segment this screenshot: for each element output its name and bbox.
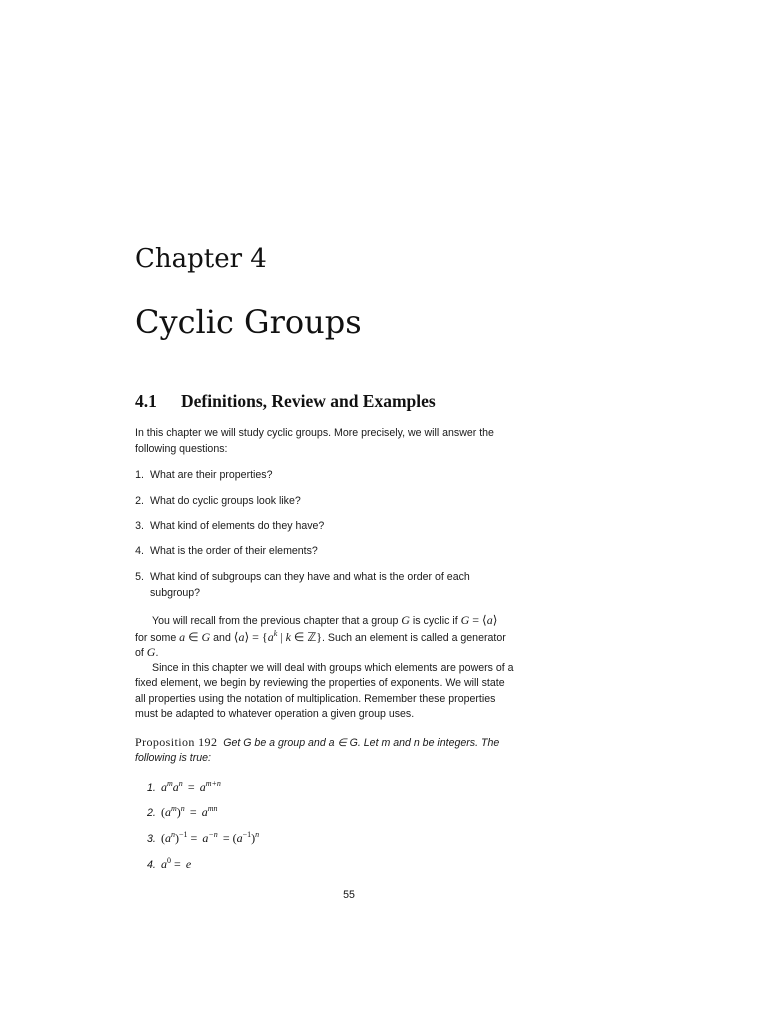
section-title: Definitions, Review and Examples: [181, 391, 436, 411]
proposition-line-2: following is true:: [135, 752, 211, 764]
intro-line-2: following questions:: [135, 443, 228, 455]
section-heading: [135, 391, 436, 412]
intro-line-1: In this chapter we will study cyclic groups. More precisely, we will answer the: [135, 427, 494, 439]
paragraph-1-line-3: of G.: [135, 645, 159, 659]
paragraph-1-line-2: for some a ∈ G and ⟨a⟩ = {$a^k$ | k ∈ ℤ}. Such an element is called a generator: [135, 629, 506, 644]
section-number: 4.1: [135, 391, 157, 411]
chapter-title: Cyclic Groups: [135, 303, 362, 341]
list-item: 1. What are their properties?: [135, 469, 273, 481]
proposition-item: 4. $a^0 = e$: [147, 856, 192, 871]
paragraph-2-line-2: fixed element, we begin by reviewing the properties of exponents. We will state: [135, 677, 505, 689]
paragraph-2-line-3: all properties using the notation of multiplication. Remember these properties: [135, 693, 496, 705]
list-item: 3. What kind of elements do they have?: [135, 520, 325, 532]
proposition-line-1: Proposition 192 Get G be a group and a ∈ G. Let m and n be integers. The: [135, 735, 500, 749]
list-item: 5. What kind of subgroups can they have and what is the order of each: [135, 571, 470, 583]
chapter-label: Chapter 4: [135, 244, 267, 274]
proposition-item: 3. $(a^n)^{-1} = a^{-n} = (a^{-1})^n$: [147, 830, 260, 845]
paragraph-2-line-4: must be adapted to whatever operation a given group uses.: [135, 708, 415, 720]
list-item: 2. What do cyclic groups look like?: [135, 495, 301, 507]
proposition-label: Proposition 192: [135, 735, 218, 749]
paragraph-2-line-1: Since in this chapter we will deal with groups which elements are powers of a: [152, 662, 514, 674]
list-item: 4. What is the order of their elements?: [135, 545, 318, 557]
list-item-continuation: subgroup?: [150, 587, 201, 599]
paragraph-1-line-1: You will recall from the previous chapter that a group G is cyclic if G = ⟨a⟩: [152, 613, 498, 627]
page-number: 55: [343, 889, 355, 901]
proposition-item: 1. $a^ma^n = a^{m+n}$: [147, 779, 221, 794]
proposition-item: 2. $(a^m)^n = a^{mn}$: [147, 804, 218, 819]
